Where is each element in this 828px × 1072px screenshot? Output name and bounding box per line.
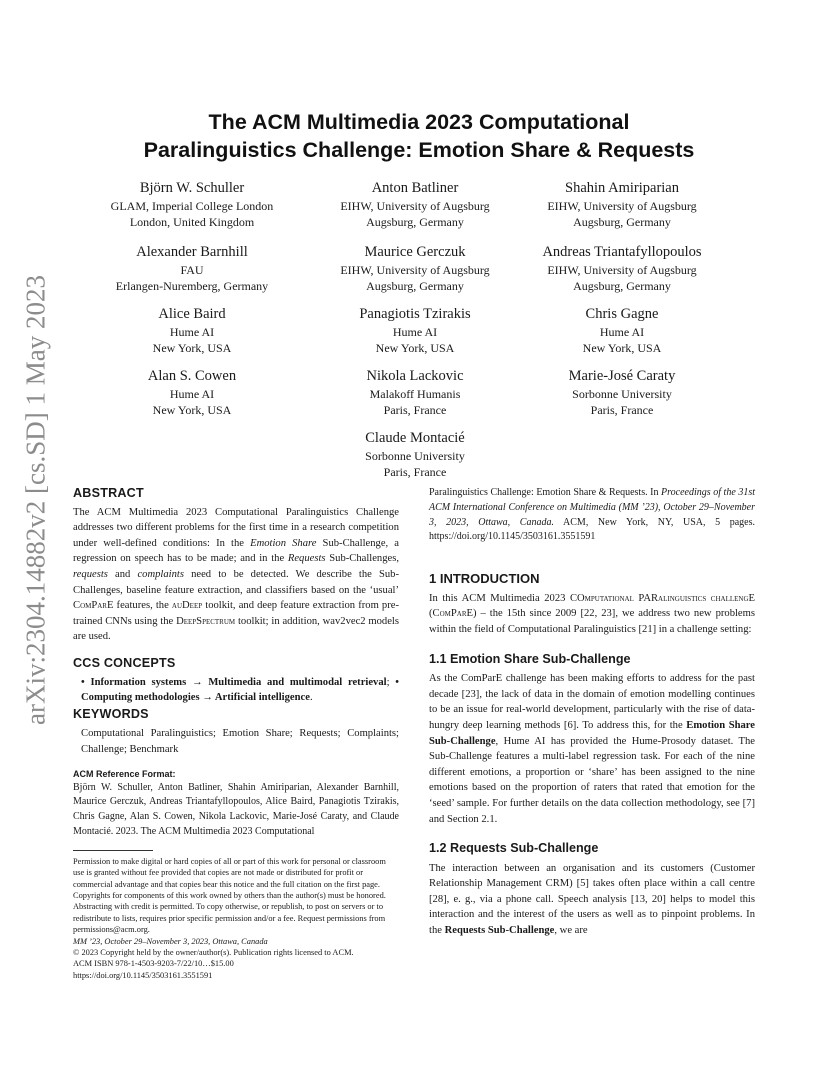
author-name: Panagiotis Tzirakis bbox=[359, 306, 471, 322]
author-location: Augsburg, Germany bbox=[573, 215, 671, 229]
author-location: New York, USA bbox=[375, 341, 455, 355]
right-column bbox=[429, 486, 755, 939]
author-name: Shahin Amiriparian bbox=[565, 180, 679, 196]
author-affiliation: EIHW, University of Augsburg bbox=[340, 263, 490, 277]
title-line-2: Paralinguistics Challenge: Emotion Share & Requests bbox=[143, 138, 695, 162]
keywords-heading: KEYWORDS bbox=[73, 706, 149, 721]
author-name: Marie-José Caraty bbox=[568, 368, 676, 384]
author-affiliation: Malakoff Humanis bbox=[369, 387, 461, 401]
author-affiliation: Hume AI bbox=[599, 325, 645, 339]
author-block bbox=[305, 366, 525, 418]
author-block bbox=[82, 178, 302, 230]
author-location: London, United Kingdom bbox=[129, 215, 255, 229]
venue-line: MM ’23, October 29–November 3, 2023, Ottawa, Canada bbox=[73, 936, 268, 946]
author-affiliation: EIHW, University of Augsburg bbox=[547, 199, 697, 213]
arxiv-stamp bbox=[16, 275, 56, 725]
doi-link[interactable]: https://doi.org/10.1145/3503161.3551591 bbox=[73, 970, 213, 980]
author-affiliation: Hume AI bbox=[392, 325, 438, 339]
acm-reference-continued: Paralinguistics Challenge: Emotion Share & Requests. In Proceedings of the 31st ACM International Conference on Multimedia (MM ’23), October 29–November 3, 2023, Ottawa, Canada. ACM, New York, NY, USA, 5 pages. https://doi.org/10.1145/3503161.3551591 bbox=[429, 487, 755, 543]
introduction-text: In this ACM Multimedia 2023 COmputational PARalinguistics challengE (ComParE) – the 15th since 2009 [22, 23], we address two new problems within the field of Computational Paralinguistics [21] in a challenge setting: bbox=[429, 592, 755, 635]
ccs-text: • Information systems → Multimedia and multimodal retrieval; • Computing methodologies → Artificial intelligence. bbox=[81, 676, 399, 704]
author-name: Claude Montacié bbox=[365, 430, 465, 446]
requests-text: The interaction between an organisation and its customers (Customer Relationship Management CRM) [5] takes often place within a call centre [28], e. g., via a phone call. Speech analysis [13, 20] helps to model this interaction and the interest of the users as well as to pinpoint problems. In the Requests Sub-Challenge, we are bbox=[429, 862, 755, 937]
author-location: Paris, France bbox=[383, 403, 447, 417]
abstract-text: The ACM Multimedia 2023 Computational Paralinguistics Challenge addresses two different problems for the first time in a research competition under well-defined conditions: In the Emotion Share Sub-Challenge, a regression on speech has to be made; and in the Requests Sub-Challenges, requests and complaints need to be detected. We describe the Sub-Challenges, baseline feature extraction, and classifiers based on the ‘usual’ ComParE features, the auDeep toolkit, and deep feature extraction from pre-trained CNNs using the DeepSpectrum toolkit; in addition, wav2vec2 models are used. bbox=[73, 506, 400, 643]
introduction-heading: 1 INTRODUCTION bbox=[429, 571, 540, 587]
footnote-rule bbox=[73, 850, 153, 851]
author-name: Björn W. Schuller bbox=[139, 180, 245, 196]
author-name: Maurice Gerczuk bbox=[364, 244, 466, 260]
author-name: Anton Batliner bbox=[371, 180, 459, 196]
acm-reference-heading: ACM Reference Format: bbox=[73, 768, 176, 779]
author-affiliation: EIHW, University of Augsburg bbox=[340, 199, 490, 213]
author-name: Alexander Barnhill bbox=[136, 244, 248, 260]
author-block bbox=[512, 178, 732, 230]
author-name: Chris Gagne bbox=[585, 306, 659, 322]
author-name: Alice Baird bbox=[158, 306, 226, 322]
author-location: Paris, France bbox=[590, 403, 654, 417]
author-block bbox=[82, 366, 302, 418]
author-location: New York, USA bbox=[582, 341, 662, 355]
author-block bbox=[82, 242, 302, 294]
author-location: New York, USA bbox=[152, 341, 232, 355]
author-block bbox=[512, 242, 732, 294]
author-block bbox=[305, 178, 525, 230]
requests-heading: 1.2 Requests Sub-Challenge bbox=[429, 841, 599, 856]
author-block bbox=[512, 366, 732, 418]
arxiv-id: arXiv:2304.14882v2 [cs.SD] 1 May 2023 bbox=[20, 275, 51, 725]
emotion-share-heading: 1.1 Emotion Share Sub-Challenge bbox=[429, 651, 631, 666]
author-affiliation: Sorbonne University bbox=[572, 387, 672, 401]
acm-reference-text: Björn W. Schuller, Anton Batliner, Shahin Amiriparian, Alexander Barnhill, Maurice Gerczuk, Andreas Triantafyllopoulos, Alice Baird, Panagiotis Tzirakis, Chris Gagne, Alan S. Cowen, Nikola Lackovic, Marie-José Caraty, and Claude Montacié. 2023. The ACM Multimedia 2023 Computational bbox=[73, 781, 399, 837]
author-block bbox=[512, 304, 732, 356]
author-affiliation: GLAM, Imperial College London bbox=[110, 199, 274, 213]
author-location: Paris, France bbox=[383, 465, 447, 479]
author-affiliation: FAU bbox=[180, 263, 204, 277]
author-location: Erlangen-Nuremberg, Germany bbox=[115, 279, 269, 293]
paper-title bbox=[70, 108, 768, 164]
ccs-heading: CCS CONCEPTS bbox=[73, 655, 176, 670]
author-location: New York, USA bbox=[152, 403, 232, 417]
isbn-line: ACM ISBN 978-1-4503-9203-7/22/10…$15.00 bbox=[73, 959, 234, 969]
abstract-heading: ABSTRACT bbox=[73, 486, 144, 500]
author-location: Augsburg, Germany bbox=[573, 279, 671, 293]
author-block bbox=[305, 242, 525, 294]
author-block bbox=[82, 304, 302, 356]
author-name: Alan S. Cowen bbox=[147, 368, 237, 384]
author-location: Augsburg, Germany bbox=[366, 215, 464, 229]
emotion-share-text: As the ComParE challenge has been making efforts to address for the past decade [23], the lack of data in the domain of emotion modelling continues to be an issue for real-world development, particularly with the rise of data-hungry deep learning methods [6]. To address this, for the Emotion Share Sub-Challenge, Hume AI has provided the Hume-Prosody dataset. The Sub-Challenge features a multi-label regression task. For each of the nine different emotions, a proportion or ‘share’ has been assigned to the nine emotions based on the proportion of raters that rated that emotion for the ‘seed’ sample. For further details on the data collection methodology, see [7] and Section 2.1. bbox=[429, 673, 755, 825]
author-block bbox=[305, 304, 525, 356]
author-affiliation: Hume AI bbox=[169, 387, 215, 401]
author-affiliation: EIHW, University of Augsburg bbox=[547, 263, 697, 277]
permission-footnote: Permission to make digital or hard copies of all or part of this work for personal or classroom use is granted without fee provided that copies are not made or distributed for profit or commercial advantage and that copies bear this notice and the full citation on the first page. Copyrights for components of this work owned by others than the author(s) must be honored. Abstracting with credit is permitted. To copy otherwise, or republish, to post on servers or to redistribute to lists, requires prior specific permission and/or a fee. Request permissions from permissions@acm.org. bbox=[73, 856, 386, 935]
author-name: Andreas Triantafyllopoulos bbox=[542, 244, 702, 260]
author-name: Nikola Lackovic bbox=[366, 368, 464, 384]
title-line-1: The ACM Multimedia 2023 Computational bbox=[208, 110, 630, 134]
copyright-line: © 2023 Copyright held by the owner/author(s). Publication rights licensed to ACM. bbox=[73, 947, 354, 957]
author-block bbox=[305, 428, 525, 480]
keywords-text: Computational Paralinguistics; Emotion Share; Requests; Complaints; Challenge; Benchmark bbox=[81, 728, 399, 755]
author-affiliation: Sorbonne University bbox=[365, 449, 465, 463]
author-location: Augsburg, Germany bbox=[366, 279, 464, 293]
left-column bbox=[73, 486, 399, 981]
author-affiliation: Hume AI bbox=[169, 325, 215, 339]
